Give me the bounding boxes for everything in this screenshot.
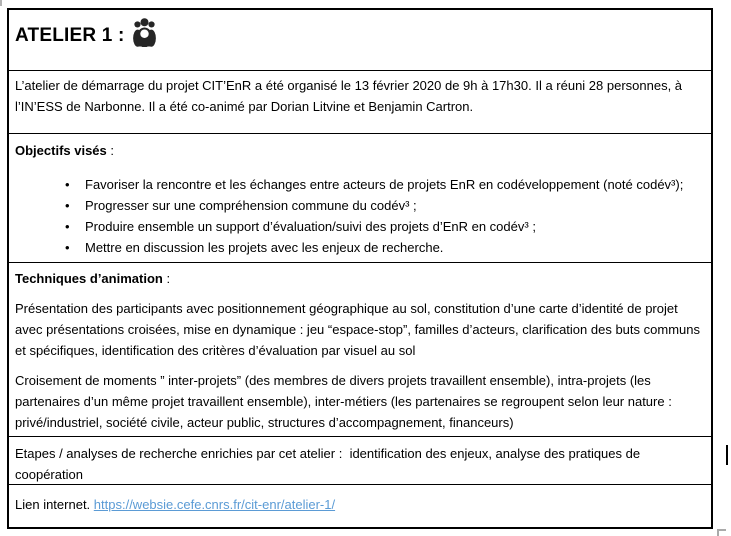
objective-item: • Progresser sur une compréhension commune du codév³ ; (63, 195, 705, 216)
atelier-link[interactable]: https://websie.cefe.cnrs.fr/cit-enr/atelier-1/ (93, 497, 336, 512)
table-row-header (9, 10, 711, 70)
objective-list (63, 174, 705, 258)
objectifs-heading (15, 140, 705, 161)
table-row-techniques (9, 262, 711, 436)
objectifs-heading-colon: : (106, 143, 115, 158)
techniques-heading (15, 268, 705, 289)
objective-item: • Favoriser la rencontre et les échanges entre acteurs de projets EnR en codéveloppement (noté codév³); (63, 174, 705, 195)
intro-text: L’atelier de démarrage du projet CIT’EnR a été organisé le 13 février 2020 de 9h à 17h30. Il a réuni 28 personnes, à l’IN’ESS de Narbonne. Il a été co-animé par Dorian Litvine et Benjamin Cartron. (15, 78, 683, 114)
techniques-paragraph-1: Présentation des participants avec positionnement géographique au sol, constitution d’une carte d’identité de projet avec présentations croisées, mise en dynamique : jeu “espace-stop”, familles d’acteurs, clarification des buts communs et spécifiques, identification des critères d’évaluation par visuel au sol (15, 301, 700, 358)
objective-item: • Produire ensemble un support d’évaluation/suivi des projets d’EnR en codév³ ; (63, 216, 705, 237)
page-corner-mark-top-left (0, 0, 2, 6)
etapes-text: Etapes / analyses de recherche enrichies par cet atelier : identification des enjeux, analyse des pratiques de coopération (15, 446, 644, 482)
objectifs-heading-label: Objectifs visés (15, 143, 107, 158)
lien-label: Lien internet. (15, 497, 94, 512)
page-title: ATELIER 1 : (15, 25, 125, 46)
people-group-icon (132, 17, 157, 53)
objective-item: • Mettre en discussion les projets avec les enjeux de recherche. (63, 237, 705, 258)
techniques-paragraph-2: Croisement de moments ” inter-projets” (des membres de divers projets travaillent ensemble), intra-projets (les partenaires d’un même projet travaillent ensemble), inter-métiers (les partenaires se regroupent selon leur nature : privé/industriel, société civile, acteur public, structures d’accompagnement, financeurs) (15, 373, 672, 430)
techniques-heading-colon: : (162, 271, 171, 286)
techniques-heading-label: Techniques d’animation (15, 271, 163, 286)
table-row-etapes (9, 436, 711, 484)
table-row-objectifs (9, 133, 711, 262)
page-corner-mark-bottom-right (717, 529, 726, 536)
table-row-intro (9, 70, 711, 133)
title-line (15, 21, 705, 53)
table-row-lien (9, 484, 711, 529)
text-cursor (726, 445, 728, 465)
atelier-table (7, 8, 713, 529)
